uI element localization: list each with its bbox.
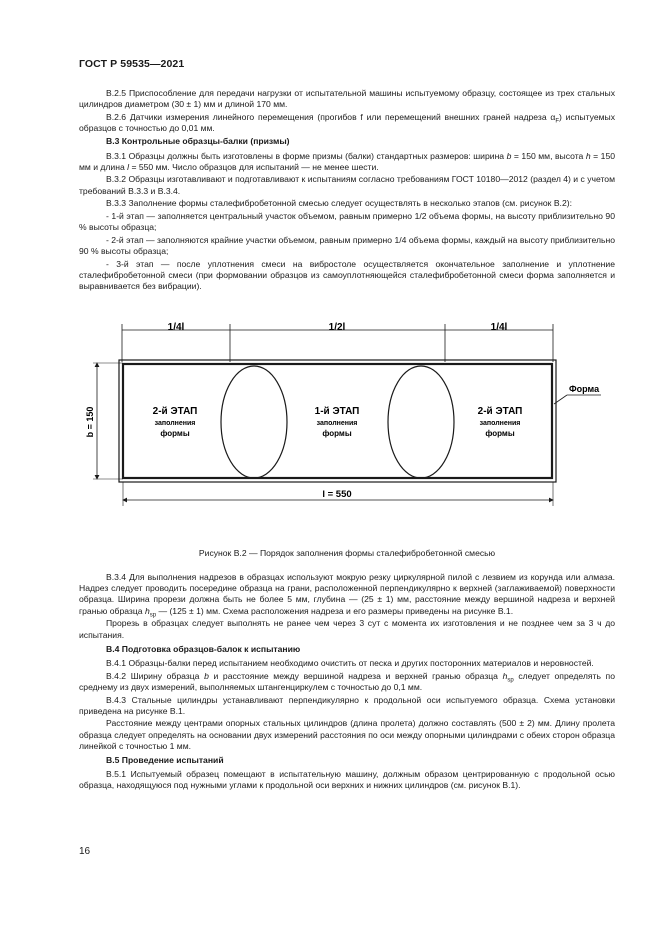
zone-left-sub2: формы	[160, 429, 190, 438]
paragraph-b3-1	[79, 151, 615, 173]
variable: b	[506, 150, 512, 161]
text-block-top	[79, 88, 615, 294]
zone-left-sub1: заполнения	[154, 420, 196, 427]
section-title-b3: В.3 Контрольные образцы-балки (призмы)	[106, 136, 290, 147]
variable: h	[502, 670, 508, 681]
subscript: sp	[507, 677, 514, 684]
dim-label-right: 1/4l	[490, 322, 508, 333]
zone-center-sub2: формы	[322, 429, 352, 438]
zone-right-title: 2-й ЭТАП	[477, 406, 523, 417]
subscript: sp	[149, 612, 157, 619]
text-run: — (125 ± 1) мм. Схема расположения надреза и его размеры приведены на рисунке В.1.	[156, 605, 514, 616]
text-run: = 150 мм и длина	[79, 150, 615, 172]
paragraph-b2-5: В.2.5 Приспособление для передачи нагрузки от испытательной машины испытуемому образцу, состоящее из трех стальных цилиндров диаметром (30 ± 1) мм и длиной 170 мм.	[79, 88, 615, 110]
section-title-b5: В.5 Проведение испытаний	[106, 755, 224, 766]
paragraph-b3-2: В.3.2 Образцы изготавливают и подготавливают к испытаниям согласно требованиям ГОСТ 10180—2012 (раздел 4) и с учетом требований В.3.3 и В.3.4.	[79, 174, 615, 196]
text-run: ) испытуемых образцов с точностью до 0,01 мм.	[79, 111, 615, 134]
paragraph-b3-3: В.3.3 Заполнение формы сталефибробетонной смесью следует осуществлять в несколько этапов (см. рисунок В.2):	[106, 198, 572, 209]
paragraph-stage-3: - 3-й этап — после уплотнения смеси на вибростоле осуществляется окончательное заполнение и уплотнение сталефибробетонной смеси (при формовании образцов из самоуплотняющейся сталефибробетонной смеси форма заполняется и выравнивается без вибрации).	[79, 258, 615, 292]
variable: b	[204, 670, 209, 681]
paragraph-b4-3-cont: Расстояние между центрами опорных стальных цилиндров (длина пролета) должно составлять (500 ± 2) мм. Длину пролета образца следует определять на основании двух измерений расстояния по оси между опорными цилиндрами с обеих сторон образца линейкой с точностью 1 мм.	[79, 718, 615, 751]
variable: l	[127, 161, 130, 172]
paragraph-b3-4-cont: Прорезь в образцах следует выполнять не ранее чем через 3 сут с момента их изготовления и не позднее чем за 3 ч до испытания.	[79, 618, 615, 640]
paragraph-b4-1: В.4.1 Образцы-балки перед испытанием необходимо очистить от песка и других посторонних материалов и неровностей.	[106, 657, 594, 668]
figure-b2-diagram	[79, 318, 615, 518]
text-run: и расстояние между вершиной надреза и верхней гранью образца	[208, 670, 503, 681]
text-run: В.3.4 Для выполнения надрезов в образцах используют мокрую резку циркулярной пилой с лезвием из корунда или алмаза. Надрез следует проводить посередине образца на грани, расположенной перпендикулярно к верхней (заглаживаемой) поверхности образца. Ширина прорези должна быть не более 5 мм, глубина — (25 ± 1) мм, расстояние между вершиной надреза и верхней гранью образца	[79, 572, 615, 616]
variable: h	[585, 150, 591, 161]
zone-right-sub2: формы	[485, 429, 515, 438]
text-run: следует определять по среднему из двух измерений, выполняемых штангенциркулем с точностью до 0,1 мм.	[79, 670, 615, 692]
standard-header: ГОСТ Р 59535—2021	[79, 58, 185, 70]
paragraph-stage-1: - 1-й этап — заполняется центральный участок объемом, равным примерно 1/2 объема формы, на высоту приблизительно 90 % высоты образца;	[79, 211, 615, 233]
dim-label-width: b = 150	[85, 406, 95, 438]
paragraph-b4-3: В.4.3 Стальные цилиндры устанавливают перпендикулярно к продольной оси испытуемого образца. Схема установки приведена на рисунке В.1.	[79, 694, 615, 716]
text-block-bottom	[79, 572, 615, 793]
text-run: = 550 мм. Число образцов для испытаний — не менее шести.	[129, 161, 379, 172]
zone-left-title: 2-й ЭТАП	[152, 406, 198, 417]
text-run: В.2.6 Датчики измерения линейного перемещения (прогибов f или перемещений внешних граней надреза α	[106, 111, 556, 122]
page-number: 16	[79, 846, 91, 857]
dim-label-center: 1/2l	[328, 322, 346, 333]
zone-boundary-right	[388, 366, 454, 478]
dim-label-length: l = 550	[322, 489, 352, 500]
dim-label-left: 1/4l	[167, 322, 185, 333]
paragraph-b4-2	[79, 671, 615, 693]
section-title-b4: В.4 Подготовка образцов-балок к испытанию	[106, 643, 301, 654]
paragraph-b2-6	[79, 112, 615, 134]
zone-center-sub1: заполнения	[316, 420, 358, 427]
paragraph-b3-4	[79, 572, 615, 617]
subscript: F	[555, 118, 560, 125]
variable: h	[144, 605, 150, 616]
zone-right-sub1: заполнения	[479, 420, 521, 427]
zone-center-title: 1-й ЭТАП	[314, 406, 360, 417]
figure-caption: Рисунок В.2 — Порядок заполнения формы сталефибробетонной смесью	[198, 548, 496, 558]
text-run: В.3.1 Образцы должны быть изготовлены в форме призмы (балки) стандартных размеров: ширина	[106, 150, 507, 161]
form-label: Форма	[569, 384, 600, 394]
paragraph-stage-2: - 2-й этап — заполняются крайние участки объемом, равным примерно 1/4 объема формы, каждый на высоту приблизительно 90 % высоты образца;	[79, 234, 615, 257]
zone-boundary-left	[221, 366, 287, 478]
text-run: В.4.2 Ширину образца	[106, 670, 205, 681]
text-run: = 150 мм, высота	[511, 150, 586, 161]
paragraph-b5-1: В.5.1 Испытуемый образец помещают в испытательную машину, должным образом центрированную с продольной осью образца, находящуюся под нужными углами к продольной оси верхних и нижних цилиндров (см. рисунок В.1).	[79, 769, 615, 791]
